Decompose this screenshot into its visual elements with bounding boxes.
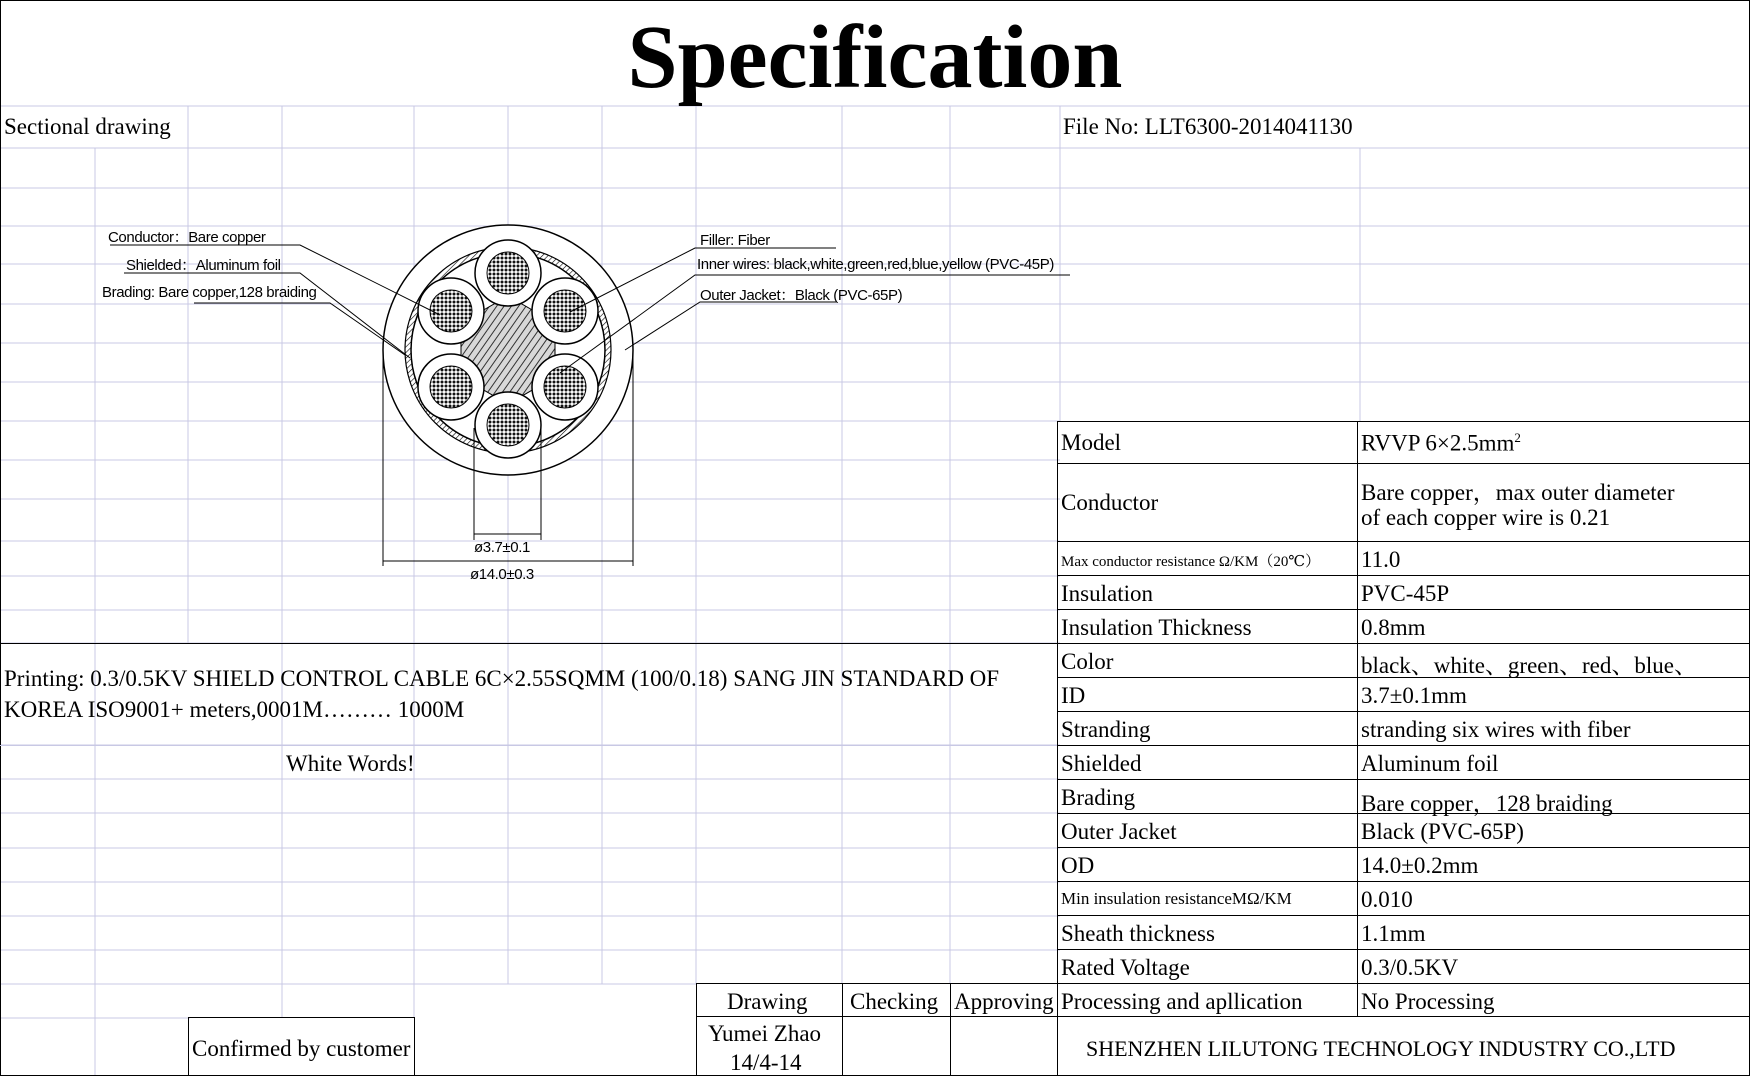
file-number: File No: LLT6300-2014041130 (1063, 114, 1353, 139)
drawer-name: Yumei Zhao (708, 1021, 822, 1046)
spec-label-od: OD (1061, 853, 1095, 878)
confirmed-by-customer: Confirmed by customer (192, 1036, 411, 1061)
spec-value-conductor: Bare copper，max outer diameter (1361, 480, 1675, 505)
spec-label-insulation-thickness: Insulation Thickness (1061, 615, 1252, 640)
sectional-drawing-label: Sectional drawing (4, 114, 171, 139)
spec-label-brading: Brading (1061, 785, 1136, 810)
label-inner-wires: Inner wires: black,white,green,red,blue,yellow (PVC-45P) (697, 256, 1054, 273)
printing-line-2: KOREA ISO9001+ meters,0001M……… 1000M (4, 697, 465, 722)
company-name: SHENZHEN LILUTONG TECHNOLOGY INDUSTRY CO.,LTD (1086, 1036, 1676, 1061)
label-outer-jacket: Outer Jacket：Black (PVC-65P) (700, 287, 903, 304)
spec-value-color: black、white、green、red、blue、 (1361, 653, 1697, 678)
label-conductor: Conductor：Bare copper (108, 229, 266, 246)
spec-value-brading: Bare copper，128 braiding (1361, 791, 1613, 816)
cable-drawing (110, 225, 1070, 566)
spec-label-insulation: Insulation (1061, 581, 1153, 606)
dim-inner-diameter: ø3.7±0.1 (474, 539, 530, 556)
spec-label-max-resistance: Max conductor resistance Ω/KM（20℃） (1061, 554, 1321, 570)
approving-header: Approving (954, 989, 1054, 1014)
label-shielded: Shielded：Aluminum foil (126, 257, 281, 274)
spec-label-model: Model (1061, 430, 1122, 455)
label-brading: Brading: Bare copper,128 braiding (102, 284, 317, 301)
spec-label-outer-jacket: Outer Jacket (1061, 819, 1177, 844)
label-filler: Filler: Fiber (700, 232, 770, 249)
spec-label-processing: Processing and apllication (1061, 989, 1303, 1014)
spec-value-min-insulation-resistance: 0.010 (1361, 887, 1413, 912)
spec-value-sheath-thickness: 1.1mm (1361, 921, 1426, 946)
spec-label-shielded: Shielded (1061, 751, 1142, 776)
drawing-header: Drawing (727, 989, 808, 1014)
spec-label-min-insulation-resistance: Min insulation resistanceMΩ/KM (1061, 889, 1292, 908)
spec-value-rated-voltage: 0.3/0.5KV (1361, 955, 1459, 980)
spec-label-sheath-thickness: Sheath thickness (1061, 921, 1215, 946)
spec-value-model: RVVP $6\times 2.5mm^2$ (1361, 430, 1521, 456)
spec-label-id: ID (1061, 683, 1086, 708)
dim-outer-diameter: ø14.0±0.3 (470, 566, 534, 583)
spec-label-rated-voltage: Rated Voltage (1061, 955, 1190, 980)
checking-header: Checking (850, 989, 939, 1014)
spec-value-shielded: Aluminum foil (1361, 751, 1499, 776)
spec-value-max-resistance: 11.0 (1361, 547, 1401, 572)
spec-value-conductor-2: of each copper wire is 0.21 (1361, 505, 1611, 530)
spec-label-stranding: Stranding (1061, 717, 1151, 742)
white-words-note: White Words! (286, 751, 415, 776)
spec-label-conductor: Conductor (1061, 490, 1159, 515)
spec-value-stranding: stranding six wires with fiber (1361, 717, 1631, 742)
page-title: Specification (627, 8, 1123, 107)
printing-line-1: Printing: 0.3/0.5KV SHIELD CONTROL CABLE 6C×2.55SQMM (100/0.18) SANG JIN STANDARD OF (4, 666, 1000, 691)
spec-value-outer-jacket: Black (PVC-65P) (1361, 819, 1524, 844)
spec-value-insulation-thickness: 0.8mm (1361, 615, 1426, 640)
spec-value-id: 3.7±0.1mm (1361, 683, 1467, 708)
spec-value-insulation: PVC-45P (1361, 581, 1450, 606)
spec-value-od: 14.0±0.2mm (1361, 853, 1479, 878)
spec-label-color: Color (1061, 649, 1114, 674)
spec-value-processing: No Processing (1361, 989, 1495, 1014)
drawing-date: 14/4-14 (730, 1050, 802, 1075)
